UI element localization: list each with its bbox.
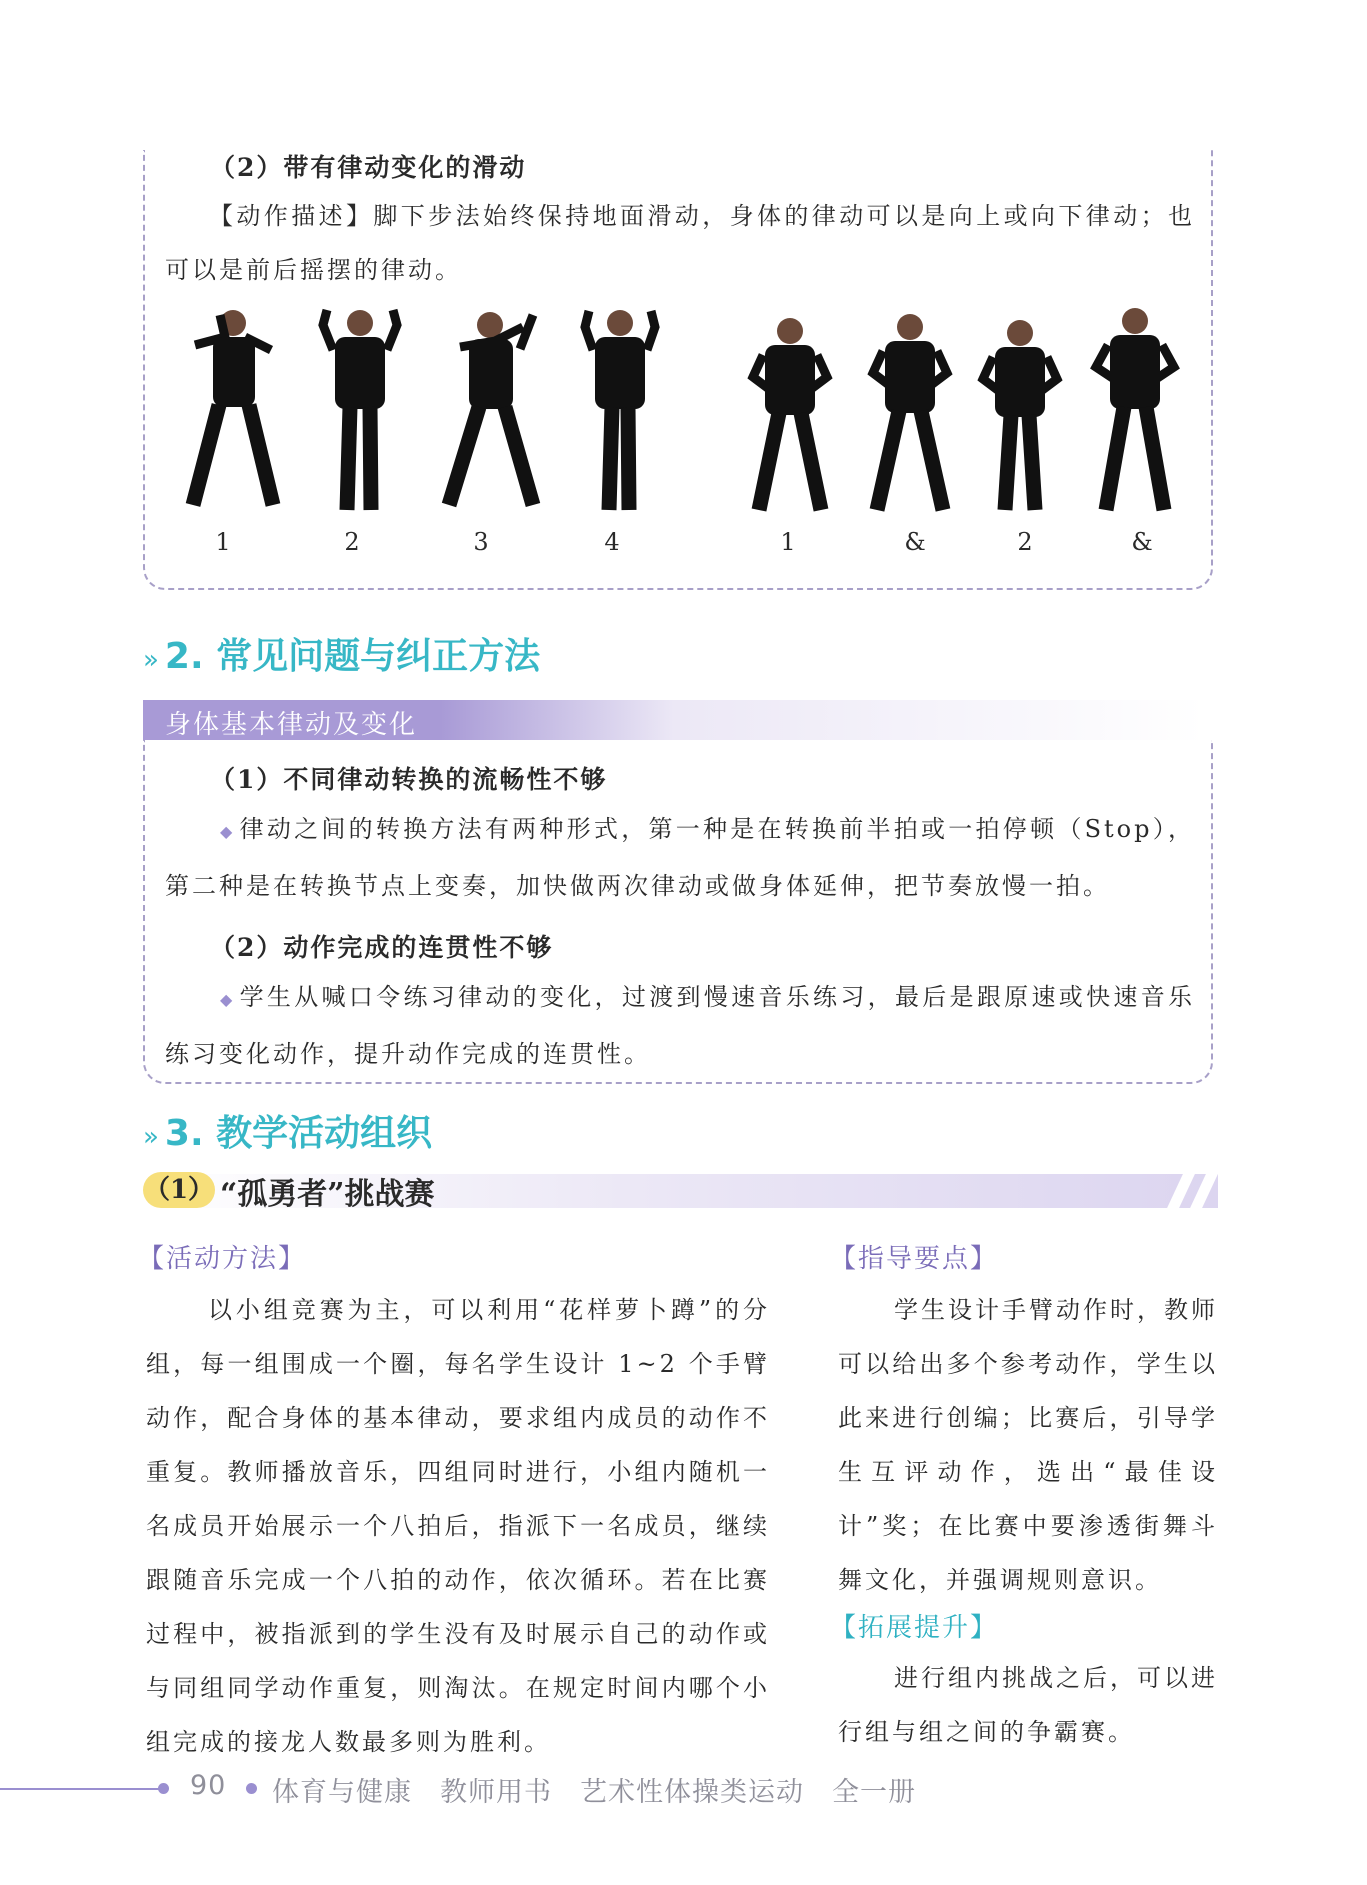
- dancer-figure: [305, 305, 415, 520]
- description-tag: 【动作描述】: [209, 202, 374, 230]
- count-label: 2: [1017, 528, 1033, 556]
- count-label: &: [1131, 528, 1153, 556]
- movement-subtitle: （2）带有律动变化的滑动: [210, 153, 527, 182]
- count-label: &: [904, 528, 926, 556]
- dancer-figure: [855, 305, 965, 520]
- diamond-bullet-icon: ◆: [220, 822, 236, 841]
- topic-band: [143, 700, 1205, 740]
- section-2-heading: [143, 628, 540, 679]
- problem-1-body: 律动之间的转换方法有两种形式，第一种是在转换前半拍或一拍停顿（Stop），第二种是在转换节点上变奏，加快做两次律动或做身体延伸，把节奏放慢一拍。: [165, 815, 1195, 900]
- page-number: 90: [190, 1770, 227, 1801]
- extension-tag: 【拓展提升】: [830, 1613, 999, 1643]
- guide-tag: 【指导要点】: [830, 1244, 999, 1274]
- dancer-figure: [565, 305, 675, 520]
- chevron-icon: »: [143, 1122, 159, 1152]
- footer-rule: [0, 1788, 160, 1790]
- dancer-figure: [735, 305, 845, 520]
- book-title: 体育与健康 教师用书 艺术性体操类运动 全一册: [272, 1777, 916, 1808]
- dancer-figure: [965, 305, 1075, 520]
- problem-1-title: （1）不同律动转换的流畅性不够: [210, 765, 608, 794]
- description-text: 脚下步法始终保持地面滑动，身体的律动可以是向上或向下律动；也可以是前后摇摆的律动。: [165, 202, 1196, 284]
- guide-text: 学生设计手臂动作时，教师可以给出多个参考动作，学生以此来进行创编；比赛后，引导学生互评动作，选出“最佳设计”奖；在比赛中要渗透街舞斗舞文化，并强调规则意识。: [838, 1296, 1218, 1594]
- count-label: 2: [344, 528, 360, 556]
- movement-description: [165, 189, 1195, 297]
- count-label: 1: [215, 528, 231, 556]
- dancer-figure: [1080, 305, 1190, 520]
- dancer-figure: [175, 305, 285, 520]
- topic-band-label: 身体基本律动及变化: [165, 710, 418, 740]
- extension-text: 进行组内挑战之后，可以进行组与组之间的争霸赛。: [838, 1664, 1218, 1746]
- count-label: 3: [473, 528, 489, 556]
- count-label: 4: [604, 528, 620, 556]
- diamond-bullet-icon: ◆: [220, 990, 236, 1009]
- section-3-heading: [143, 1105, 432, 1156]
- problem-2-title: （2）动作完成的连贯性不够: [210, 933, 554, 962]
- section-3-title: 3. 教学活动组织: [164, 1113, 433, 1154]
- method-text: 以小组竞赛为主，可以利用“花样萝卜蹲”的分组，每一组围成一个圈，每名学生设计 1~2 个手臂动作，配合身体的基本律动，要求组内成员的动作不重复。教师播放音乐，四组同时进行，小组内随机一名成员开始展示一个八拍后，指派下一名成员，继续跟随音乐完成一个八拍的动作，依次循环。若在比赛过程中，被指派到的学生没有及时展示自己的动作或与同组同学动作重复，则淘汰。在规定时间内哪个小组完成的接龙人数最多则为胜利。: [146, 1296, 770, 1756]
- problem-2-body: 学生从喊口令练习律动的变化，过渡到慢速音乐练习，最后是跟原速或快速音乐练习变化动作，提升动作完成的连贯性。: [165, 983, 1196, 1068]
- count-label: 1: [780, 528, 796, 556]
- dance-figure-row: [165, 305, 1215, 520]
- dancer-figure: [435, 305, 545, 520]
- method-tag: 【活动方法】: [138, 1244, 307, 1274]
- section-2-title: 2. 常见问题与纠正方法: [164, 636, 541, 677]
- activity-title: “孤勇者”挑战赛: [220, 1177, 435, 1212]
- activity-number: （1）: [143, 1172, 215, 1208]
- chevron-icon: »: [143, 645, 159, 675]
- footer-dot-icon: [158, 1783, 169, 1794]
- problem-2-text: [165, 970, 1195, 1081]
- footer-dot-icon: [246, 1783, 257, 1794]
- problem-1-text: [165, 802, 1195, 913]
